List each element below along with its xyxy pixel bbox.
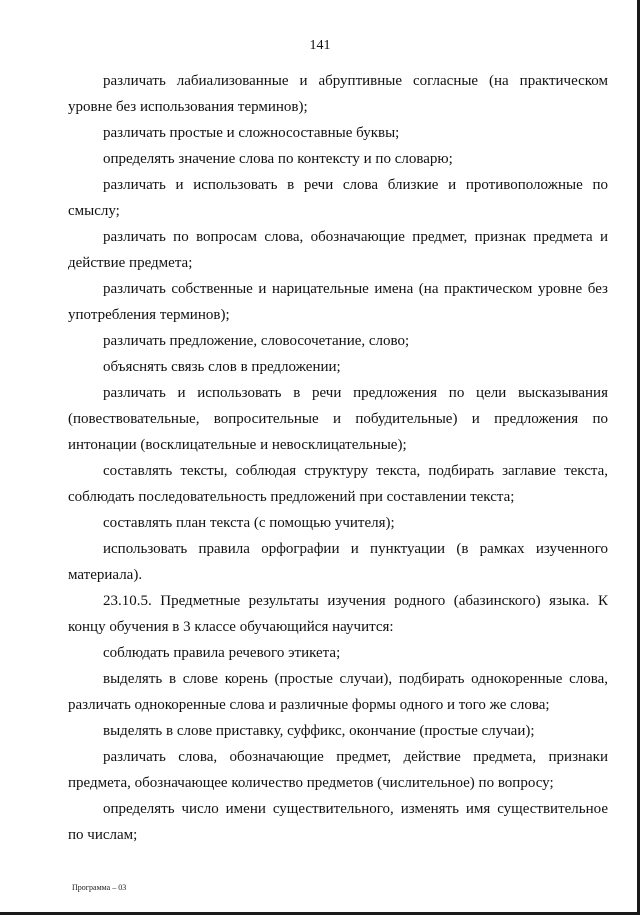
paragraph: различать слова, обозначающие предмет, действие предмета, признаки предмета, обозначающее количество предметов (числительное) по вопросу;	[68, 749, 608, 791]
paragraph: составлять план текста (с помощью учителя);	[103, 515, 395, 531]
paragraph: использовать правила орфографии и пунктуации (в рамках изученного материала).	[68, 541, 608, 583]
paragraph: различать и использовать в речи предложения по цели высказывания (повествовательные, вопросительные и побудительные) и предложения по интонации (восклицательные и невосклицательные);	[68, 385, 608, 453]
paragraph: различать и использовать в речи слова близкие и противоположные по смыслу;	[68, 177, 608, 219]
paragraph: объяснять связь слов в предложении;	[103, 359, 341, 375]
paragraph: выделять в слове приставку, суффикс, окончание (простые случаи);	[103, 723, 535, 739]
section-heading-paragraph: 23.10.5. Предметные результаты изучения родного (абазинского) языка. К концу обучения в 3 классе обучающийся научится:	[68, 593, 608, 635]
paragraph: определять число имени существительного, изменять имя существительное по числам;	[68, 801, 608, 843]
paragraph: различать простые и сложносоставные буквы;	[103, 125, 400, 141]
paragraph: составлять тексты, соблюдая структуру текста, подбирать заглавие текста, соблюдать последовательность предложений при составлении текста;	[68, 463, 608, 505]
paragraph: определять значение слова по контексту и по словарю;	[103, 151, 453, 167]
paragraph: различать собственные и нарицательные имена (на практическом уровне без употребления терминов);	[68, 281, 608, 323]
page-footer: Программа – 03	[72, 883, 127, 892]
paragraph: выделять в слове корень (простые случаи), подбирать однокоренные слова, различать однокоренные слова и различные формы одного и того же слова;	[68, 671, 608, 713]
paragraph: различать по вопросам слова, обозначающие предмет, признак предмета и действие предмета;	[68, 229, 608, 271]
page-number: 141	[309, 38, 331, 53]
paragraph: различать предложение, словосочетание, слово;	[103, 333, 410, 349]
document-body	[68, 68, 608, 848]
paragraph: соблюдать правила речевого этикета;	[103, 645, 341, 661]
paragraph: различать лабиализованные и абруптивные согласные (на практическом уровне без использования терминов);	[68, 73, 608, 115]
